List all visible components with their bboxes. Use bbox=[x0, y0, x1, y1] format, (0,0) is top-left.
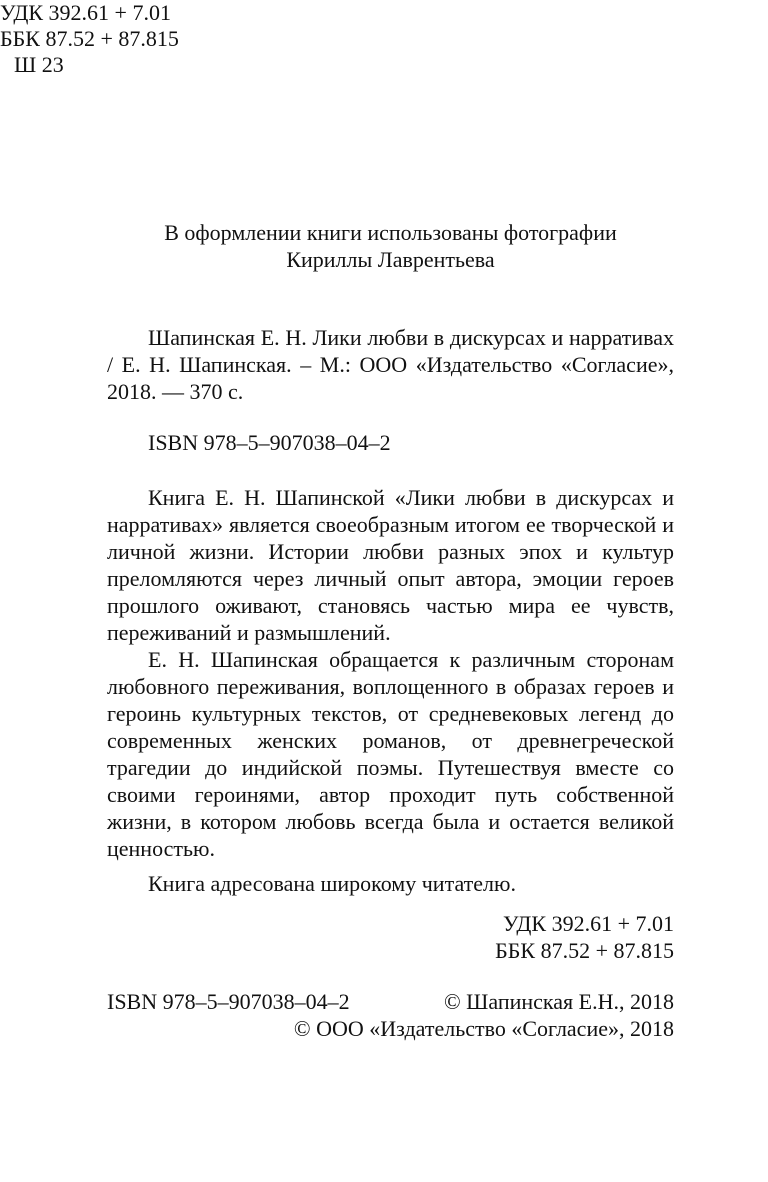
bbk-code: ББК 87.52 + 87.815 bbox=[0, 26, 179, 51]
classification-codes-bottom bbox=[495, 910, 674, 964]
udk-code-bottom: УДК 392.61 + 7.01 bbox=[503, 911, 674, 936]
annotation-paragraph-2: Е. Н. Шапинская обращается к различным сторонам любовного переживания, воплощенного в образах героев и героинь культурных текстов, от средневековых легенд до современных женских романов, от древнегреческой трагедии до индийской поэмы. Путешествуя вместе со своими героинями, автор проходит путь собственной жизни, в котором любовь всегда была и остается великой ценностью. bbox=[107, 647, 674, 861]
photo-credit-line-1: В оформлении книги использованы фотографии bbox=[164, 220, 617, 245]
classification-codes-top bbox=[0, 0, 768, 78]
annotation-paragraph-1: Книга Е. Н. Шапинской «Лики любви в дискурсах и нарративах» является своеобразным итогом ее творческой и личной жизни. Истории любви разных эпох и культур преломляются через личный опыт автора, эмоции героев прошлого оживают, становясь частью мира ее чувств, переживаний и размышлений. bbox=[107, 485, 674, 645]
copyright-publisher: © ООО «Издательство «Согласие», 2018 bbox=[293, 1016, 674, 1041]
isbn-number: ISBN 978–5–907038–04–2 bbox=[148, 430, 391, 455]
annotation bbox=[107, 484, 674, 897]
bibliographic-citation bbox=[107, 324, 674, 405]
annotation-paragraph-3: Книга адресована широкому читателю. bbox=[148, 871, 516, 896]
citation-text: Шапинская Е. Н. Лики любви в дискурсах и нарративах / Е. Н. Шапинская. – М.: ООО «Издательство «Согласие», 2018. — 370 с. bbox=[107, 325, 674, 404]
copyright-footer bbox=[107, 988, 674, 1042]
bbk-code-bottom: ББК 87.52 + 87.815 bbox=[495, 938, 674, 963]
copyright-author: © Шапинская Е.Н., 2018 bbox=[443, 989, 674, 1014]
udk-code: УДК 392.61 + 7.01 bbox=[0, 0, 171, 25]
author-mark: Ш 23 bbox=[14, 52, 64, 77]
footer-row-1 bbox=[107, 988, 674, 1015]
isbn-block bbox=[107, 429, 674, 456]
footer-isbn: ISBN 978–5–907038–04–2 bbox=[107, 989, 350, 1014]
photo-credit-line-2: Кириллы Лаврентьева bbox=[286, 247, 495, 272]
photo-credit bbox=[107, 219, 674, 273]
